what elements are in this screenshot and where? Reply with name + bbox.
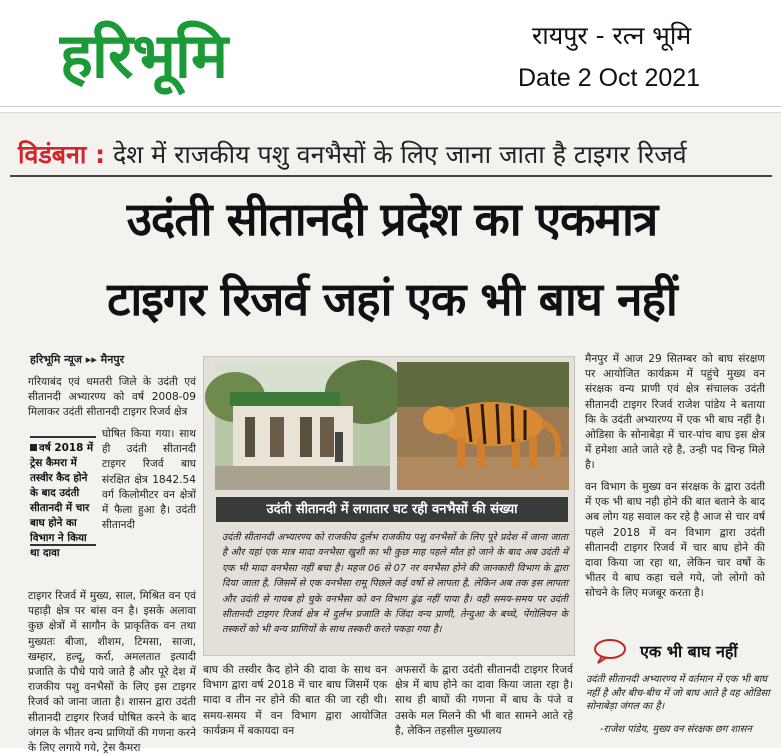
kicker-divider <box>10 175 772 177</box>
pull-quote-box <box>30 436 96 559</box>
quote-text: उदंती सीतानदी अभ्यारण्य में वर्तमान में एक भी बाघ नहीं है और बीच-बीच में जो बाघ आते है वह ओडिसा सोनाबेड़ा जंगल का है। <box>586 674 770 713</box>
quote-title: एक भी बाघ नहीं <box>640 642 738 661</box>
kicker-line <box>18 138 770 172</box>
newspaper-logo: हरिभूमि <box>60 19 228 92</box>
bullet-square-icon <box>30 444 37 451</box>
photo-caption-title: उदंती सीतानदी में लगातार घट रही वनभैसों की संख्या <box>216 497 568 522</box>
byline: हरिभूमि न्यूज ▸▸ मैनपुर <box>30 353 125 366</box>
headline-line-2: टाइगर रिजर्व जहां एक भी बाघ नहीं <box>107 272 677 326</box>
tiger-photo <box>397 362 569 490</box>
photo-caption-text: उदंती सीतानदी अभ्यारण्य को राजकीय दुर्लभ राजकीय पशु वनभैसों के लिए पूरे प्रदेश में जाना जाता है और यहां एक मात्र मादा वनभैसा खुशी का भी कुछ माह पहले मौत हो जाने के बाद अब उदंती में एक भी मादा वनभैसा नहीं बचा है। महज 06 से 07 नर वनभैसा होने की जानकारी विभाग के द्वारा दिया जाता है, जिसमें से एक वनभैसा रामू पिछले कई वर्षो से लापता है, लेकिन अब तक इस लापता और उदंती से गायब हो चुके वनभैसा को वन विभाग ढुंढ नहीं पाया है। वही समय-समय पर उदंती सीतानदी टाइगर रिजर्व क्षेत्र में दुर्लभ प्रजाति के जिंदा वन्य प्राणी, तेन्दुआ के बच्चे, पेंगोलियन के तस्करों को भी वन्य प्राणियों के साथ तस्करी करते पकड़ा गया है। <box>222 532 568 636</box>
masthead <box>0 0 781 104</box>
edition-label: रायपुर - रत्न भूमि <box>532 21 692 50</box>
body-column-left-top: गरियाबंद एवं धमतरी जिले के उदंती एवं सीतानदी अभ्यारण्य को वर्ष 2008-09 मिलाकर उदंती सीतानदी टाइगर रिजर्व क्षेत्र <box>28 376 196 419</box>
body-column-bottom-mid: बाघ की तस्वीर कैद होने की दावा के साथ वन विभाग द्वारा वर्ष 2018 में चार बाघ जिसमें एक मादा व तीन नर होने की बात की जा रही थी। समय-समय में वन विभाग द्वारा आयोजित कार्यक्रम में बकायदा वन <box>203 664 387 737</box>
quote-signature: -राजेश पांडेय, मुख्य वन संरक्षक छग शासन <box>600 724 752 735</box>
kicker-label: विडंबना : <box>18 140 106 169</box>
forest-office-photo <box>215 362 390 490</box>
body-column-right-2: वन विभाग के मुख्य वन संरक्षक के द्वारा उदंती में एक भी बाघ नही होने की बात बताने के बाद अब लोग यह सवाल कर रहे है आज से चार वर्ष पहले 2018 में वन विभाग द्वारा उदंती सीतानदी टाइगर रिजर्व में चार बाघ होने की दावा किया जा रहा था, लेकिन चार वर्षो के भीतर ये बाघ कहा चले गये, जो लोगो को सोचने के लिए मजबूर करता है। <box>585 481 765 600</box>
headline-line-1: उदंती सीतानदी प्रदेश का एकमात्र <box>126 192 658 246</box>
body-column-right-top: मैनपुर में आज 29 सितम्बर को बाघ संरक्षण पर आयोजित कार्यक्रम में पहुंचे मुख्य वन संरक्षक वन्य प्राणी एवं क्षेत्र संचालक उदंती सीतानदी टाइगर रिजर्व राजेश पांडेय ने बताया कि के उदंती अभ्यारण्य में एक भी बाघ नहीं है। ओडिसा के सोनाबेड़ा में चार-पांच बाघ इस क्षेत्र में हमेशा आते जाते रहे है, उन्ही पद चिन्ह मिले है। <box>585 353 765 472</box>
speech-bubble-icon <box>592 637 628 665</box>
pull-quote-text: वर्ष 2018 में ट्रेस कैमरा में तस्वीर कैद होने के बाद उदंती सीतानदी में चार बाघ होने का विभाग ने किया था दावा <box>30 442 94 559</box>
kicker-text: देश में राजकीय पशु वनभैसों के लिए जाना जाता है टाइगर रिजर्व <box>113 140 687 169</box>
body-column-left-full: टाइगर रिजर्व में मुख्य, साल, मिश्रित वन एवं पहाड़ी क्षेत्र पर बांस वन है। इसके अलावा कुछ क्षेत्रों में सागौन के प्राकृतिक वन तथा मुख्यतः बीजा, शीशम, टिमसा, साजा, खम्हार, हल्दू, कर्रा, अमलतात इत्यादी प्रजाति के पौधे पाये जाते है और पूरे देश में राजकीय पशु वनभैसों के लिए इस टाइगर रिजर्व को जाना जाता है। शासन द्वारा उदंती सीतानदी टाइगर रिजर्व घोषित करने के बाद जंगल के भीतर वन्य प्राणियों की गणना करने के लिए लगाये गये, ट्रेस कैमरा <box>28 590 196 755</box>
publication-date: Date 2 Oct 2021 <box>518 64 701 92</box>
body-column-left-narrow: घोषित किया गया। साथ ही उदंती सीतानदी टाइगर रिजर्व बाघ संरक्षित क्षेत्र 1842.54 वर्ग किलोमीटर वन क्षेत्रों में फैला हुआ है। उदंती सीतानदी <box>102 428 196 532</box>
body-column-bottom-midright: अफसरों के द्वारा उदंती सीतानदी टाइगर रिजर्व क्षेत्र में बाघ होने का दावा किया जाता रहा है। साथ ही बाघों की गणना में बाघ के पंजे व उसके मल मिलने की भी बात सामने आते रहे है, लेकिन तहसील मुख्यालय <box>395 664 573 737</box>
masthead-divider <box>0 106 781 107</box>
